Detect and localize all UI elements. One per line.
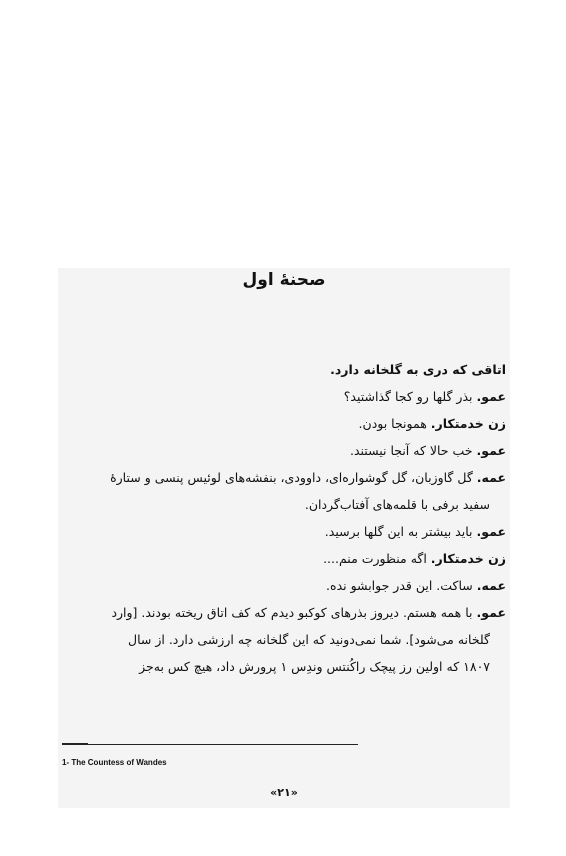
- dialogue-line: [62, 599, 506, 626]
- speaker-name: زن خدمتکار.: [430, 416, 506, 431]
- speaker-name: عمو.: [476, 389, 506, 404]
- dialogue-continuation: [62, 626, 506, 653]
- dialogue-text: گل گاوزبان، گل گوشواره‌ای، داوودی، بنفشه‌های لوئیس پنسی و ستارهٔ: [110, 470, 477, 485]
- dialogue-text: باید بیشتر به این گلها برسید.: [324, 524, 477, 539]
- speaker-name: زن خدمتکار.: [430, 551, 506, 566]
- speaker-name: عمو.: [476, 605, 506, 620]
- dialogue-text: همونجا بودن.: [358, 416, 431, 431]
- stage-direction-text: اتاقی که دری به گلخانه دارد.: [330, 362, 506, 377]
- dialogue-continuation: [62, 491, 506, 518]
- speaker-name: عمه.: [476, 470, 506, 485]
- footnote-divider: [62, 744, 358, 745]
- scene-title: صحنهٔ اول: [242, 270, 326, 290]
- dialogue-line: [62, 464, 506, 491]
- dialogue-text: گلخانه می‌شود]. شما نمی‌دونید که این گلخانه چه ارزشی دارد. از سال: [128, 632, 490, 647]
- dialogue-line: [62, 545, 506, 572]
- footnote: 1- The Countess of Wandes: [62, 758, 167, 767]
- dialogue-line: [62, 410, 506, 437]
- dialogue-text: اگه منظورت منم....: [323, 551, 431, 566]
- dialogue-line: [62, 437, 506, 464]
- footnote-divider-accent: [62, 743, 88, 745]
- dialogue-text: سفید برفی با قلمه‌های آفتاب‌گردان.: [304, 497, 490, 512]
- dialogue-text: با همه هستم. دیروز بذرهای کوکبو دیدم که کف اتاق ریخته بودند. [وارد: [111, 605, 477, 620]
- speaker-name: عمو.: [476, 524, 506, 539]
- dialogue-text: خب حالا که آنجا نیستند.: [349, 443, 477, 458]
- page-number: «۲۱»: [270, 786, 298, 799]
- play-text: [62, 356, 506, 680]
- dialogue-text: بذر گلها رو کجا گذاشتید؟: [343, 389, 477, 404]
- dialogue-text: ساکت. این قدر جوابشو نده.: [326, 578, 477, 593]
- dialogue-line: [62, 383, 506, 410]
- dialogue-line: [62, 518, 506, 545]
- speaker-name: عمو.: [476, 443, 506, 458]
- stage-direction: [62, 356, 506, 383]
- dialogue-continuation: [62, 653, 506, 680]
- speaker-name: عمه.: [476, 578, 506, 593]
- dialogue-line: [62, 572, 506, 599]
- dialogue-text: ۱۸۰۷ که اولین رز پیچک راکُنتس وندِس ۱ پرورش داد، هیچ کس به‌جز: [139, 659, 490, 674]
